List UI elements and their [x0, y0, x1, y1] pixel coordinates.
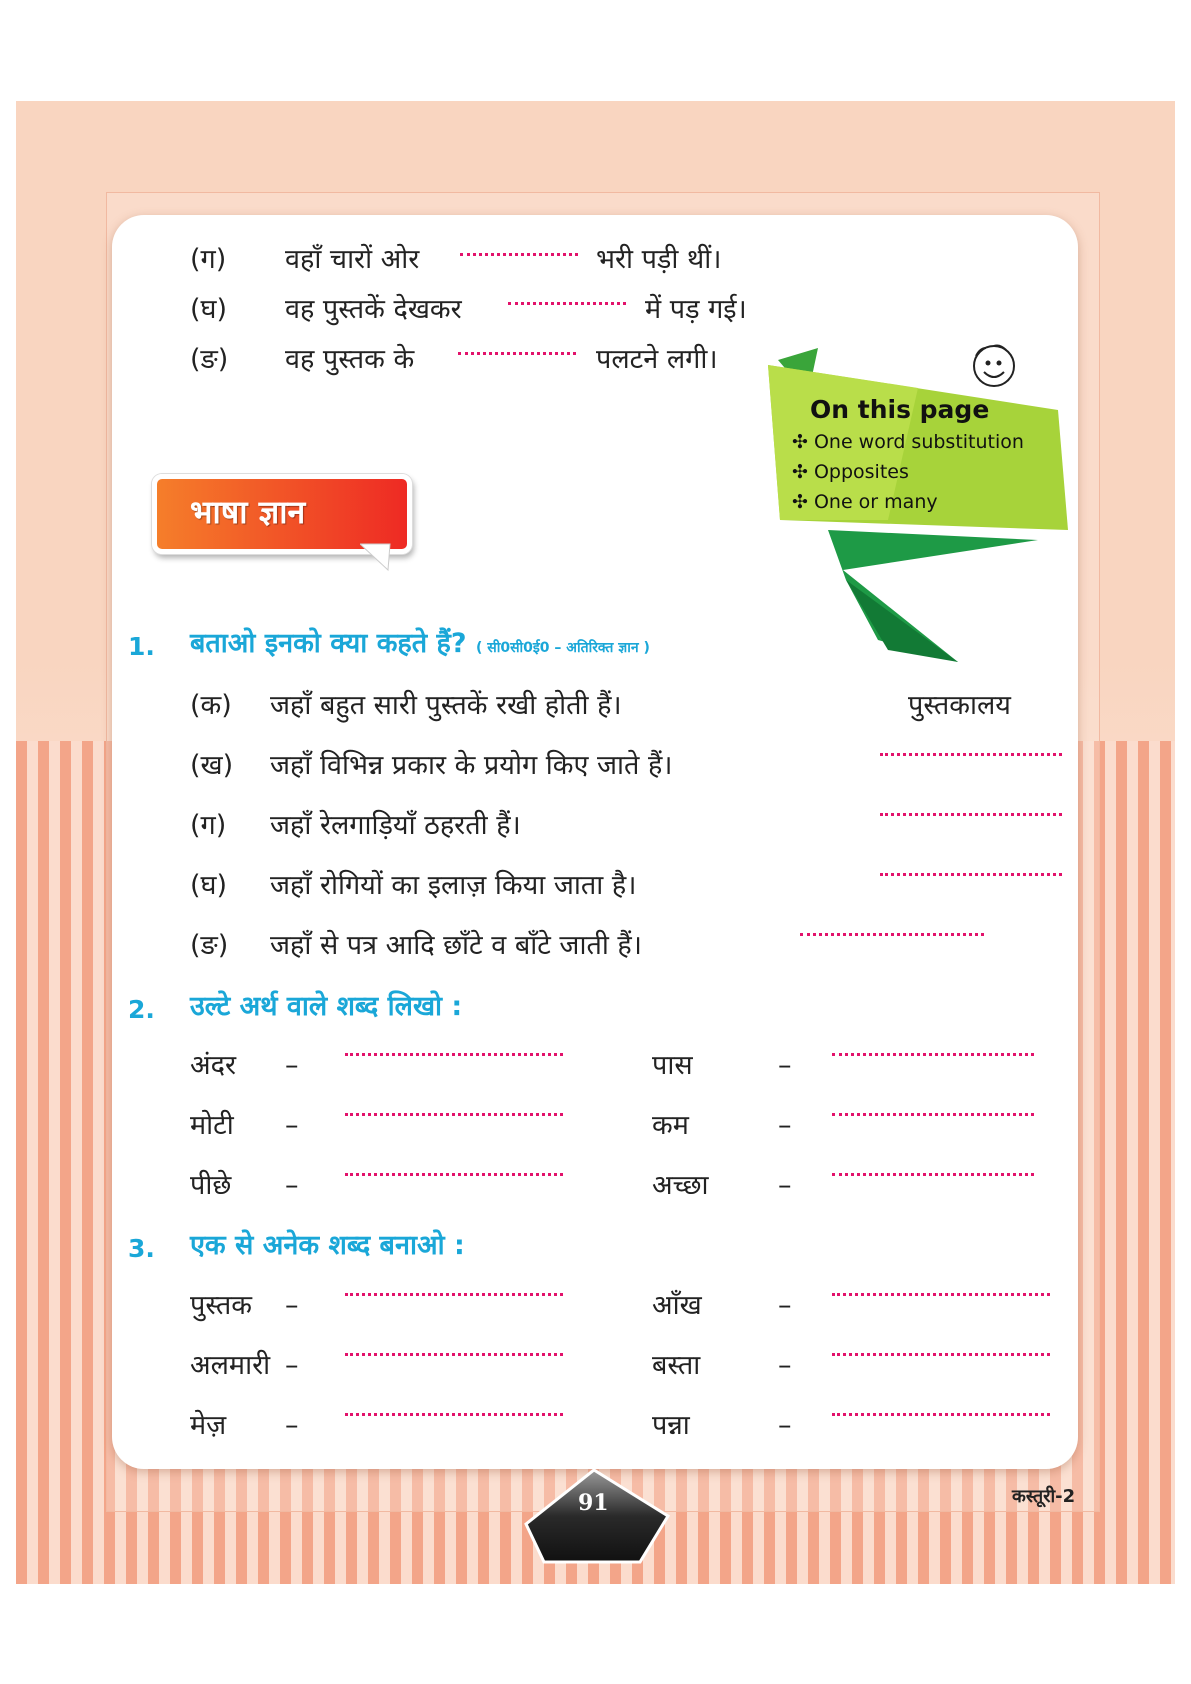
- question-title-text: बताओ इनको क्या कहते हैं?: [190, 628, 467, 659]
- top-item-text: वह पुस्तकें देखकर: [285, 294, 462, 325]
- answer-blank[interactable]: [345, 1173, 563, 1176]
- dash: –: [285, 1170, 299, 1201]
- q1-item-text: जहाँ रेलगाड़ियाँ ठहरती हैं।: [270, 810, 521, 841]
- answer-blank[interactable]: [345, 1413, 563, 1416]
- answer-blank[interactable]: [832, 1293, 1050, 1296]
- dash: –: [778, 1410, 792, 1441]
- q1-item-text: जहाँ बहुत सारी पुस्तकें रखी होती हैं।: [270, 690, 622, 721]
- q1-item-label: (ङ): [190, 930, 229, 961]
- answer-blank[interactable]: [832, 1353, 1050, 1356]
- on-this-page-ribbon: [768, 340, 1068, 670]
- section-banner: [148, 470, 410, 552]
- dash: –: [285, 1410, 299, 1441]
- dash: –: [778, 1050, 792, 1081]
- q1-item-text: जहाँ विभिन्न प्रकार के प्रयोग किए जाते हैं।: [270, 750, 673, 781]
- dash: –: [778, 1290, 792, 1321]
- banner-tail: [360, 540, 400, 572]
- answer-blank[interactable]: [345, 1293, 563, 1296]
- blank-line[interactable]: [460, 253, 578, 256]
- answer-blank[interactable]: [800, 933, 984, 936]
- dash: –: [285, 1050, 299, 1081]
- word: बस्ता: [652, 1350, 701, 1381]
- answer-blank[interactable]: [345, 1113, 563, 1116]
- q1-item-text: जहाँ रोगियों का इलाज़ किया जाता है।: [270, 870, 637, 901]
- answer-blank[interactable]: [345, 1353, 563, 1356]
- q1-item-label: (क): [190, 690, 232, 721]
- top-item-text: भरी पड़ी थीं।: [596, 244, 722, 275]
- banner-title: भाषा ज्ञान: [190, 493, 306, 531]
- dash: –: [285, 1110, 299, 1141]
- word: पास: [652, 1050, 693, 1081]
- answer-blank[interactable]: [345, 1053, 563, 1056]
- word: पन्ना: [652, 1410, 690, 1441]
- ribbon-item: ✣ One word substitution: [792, 431, 1024, 453]
- word: कम: [652, 1110, 689, 1141]
- top-item-label: (घ): [190, 294, 228, 325]
- top-item-text: वह पुस्तक के: [285, 344, 415, 375]
- dash: –: [778, 1350, 792, 1381]
- word: मोटी: [190, 1110, 234, 1141]
- q1-item-label: (ग): [190, 810, 227, 841]
- question-number: 3.: [128, 1234, 155, 1263]
- smiley-icon: [974, 346, 1014, 387]
- top-item-text: वहाँ चारों ओर: [285, 244, 420, 275]
- word: अच्छा: [652, 1170, 709, 1201]
- answer-blank[interactable]: [880, 873, 1062, 876]
- top-item-label: (ङ): [190, 344, 229, 375]
- top-item-text: में पड़ गई।: [645, 294, 747, 325]
- question-number: 1.: [128, 632, 155, 661]
- question-number: 2.: [128, 995, 155, 1024]
- answer-blank[interactable]: [880, 753, 1062, 756]
- top-item-label: (ग): [190, 244, 227, 275]
- question-title: [190, 630, 650, 657]
- ribbon-item: ✣ One or many: [792, 491, 938, 513]
- question-title: एक से अनेक शब्द बनाओ :: [190, 1230, 465, 1261]
- dash: –: [285, 1290, 299, 1321]
- answer-blank[interactable]: [832, 1413, 1050, 1416]
- word: पुस्तक: [190, 1290, 252, 1321]
- book-title-footer: कस्तूरी-2: [1012, 1486, 1076, 1507]
- question-note: ( सी0सी0ई0 – अतिरिक्त ज्ञान ): [475, 640, 650, 656]
- dash: –: [285, 1350, 299, 1381]
- ribbon-item: ✣ Opposites: [792, 461, 909, 483]
- answer-blank[interactable]: [832, 1053, 1034, 1056]
- page-number: 91: [578, 1490, 609, 1516]
- blank-line[interactable]: [508, 302, 626, 305]
- dash: –: [778, 1170, 792, 1201]
- word: मेज़: [190, 1410, 227, 1441]
- ribbon-heading: On this page: [810, 395, 990, 424]
- page-badge-shape: [522, 1468, 670, 1564]
- q1-answer: पुस्तकालय: [908, 690, 1011, 721]
- word: पीछे: [190, 1170, 232, 1201]
- answer-blank[interactable]: [880, 813, 1062, 816]
- q1-item-text: जहाँ से पत्र आदि छाँटे व बाँटे जाती हैं।: [270, 930, 642, 961]
- word: आँख: [652, 1290, 702, 1321]
- page-number-badge: [522, 1468, 670, 1564]
- question-title: उल्टे अर्थ वाले शब्द लिखो :: [190, 991, 463, 1022]
- q1-item-label: (ख): [190, 750, 234, 781]
- dash: –: [778, 1110, 792, 1141]
- q1-item-label: (घ): [190, 870, 228, 901]
- answer-blank[interactable]: [832, 1173, 1034, 1176]
- top-item-text: पलटने लगी।: [596, 344, 718, 375]
- answer-blank[interactable]: [832, 1113, 1034, 1116]
- word: अलमारी: [190, 1350, 271, 1381]
- word: अंदर: [190, 1050, 237, 1081]
- blank-line[interactable]: [458, 352, 576, 355]
